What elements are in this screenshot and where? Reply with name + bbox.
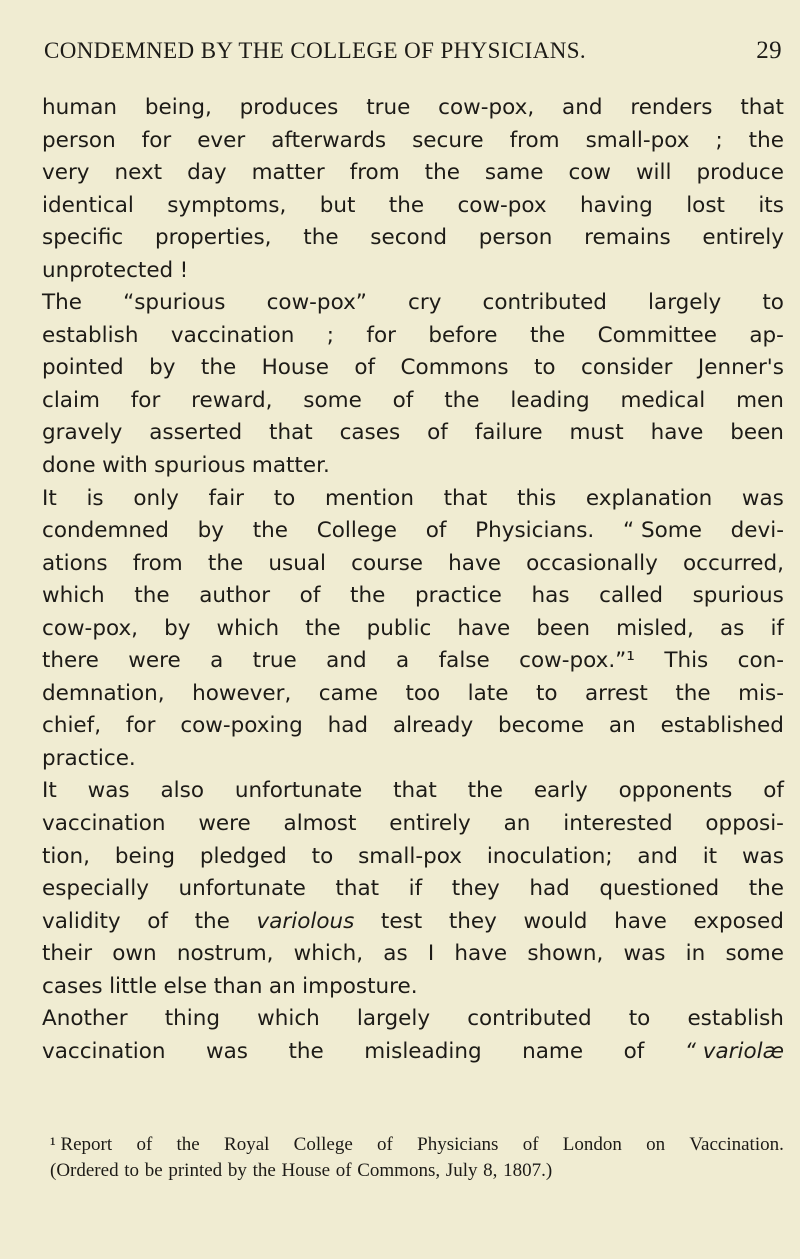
word: Committee bbox=[597, 322, 717, 348]
word: second bbox=[370, 225, 447, 251]
word: would bbox=[523, 908, 588, 934]
word: identical bbox=[42, 192, 134, 218]
word: the bbox=[350, 583, 386, 609]
word: spurious bbox=[692, 583, 784, 609]
word: ations bbox=[42, 550, 108, 576]
word: largely bbox=[356, 1006, 431, 1032]
word: to bbox=[311, 843, 334, 869]
text-line bbox=[42, 287, 784, 320]
word: by bbox=[164, 615, 191, 641]
word: (Ordered bbox=[50, 1160, 119, 1181]
word: ¹ Report bbox=[50, 1134, 113, 1155]
word: had bbox=[327, 713, 369, 739]
word: before bbox=[428, 322, 498, 348]
word: spurious bbox=[154, 453, 246, 479]
word: false bbox=[438, 648, 490, 674]
word: misled, bbox=[616, 615, 694, 641]
word: had bbox=[529, 876, 570, 902]
word: Vaccination. bbox=[689, 1134, 784, 1155]
word: College bbox=[316, 518, 397, 544]
word: was bbox=[205, 1038, 248, 1064]
text-line bbox=[42, 222, 784, 255]
word: by bbox=[197, 518, 225, 544]
word: become bbox=[498, 713, 585, 739]
word: some bbox=[303, 387, 362, 413]
text-line bbox=[42, 808, 784, 841]
word: to bbox=[273, 485, 296, 511]
word: 8, bbox=[483, 1160, 498, 1181]
word: and bbox=[326, 648, 367, 674]
word: interested bbox=[563, 811, 673, 837]
word: author bbox=[199, 583, 271, 609]
word: contributed bbox=[482, 290, 607, 316]
word: have bbox=[454, 941, 508, 967]
word: small-pox bbox=[585, 127, 690, 153]
word: a bbox=[396, 648, 410, 674]
word: been bbox=[536, 615, 590, 641]
text-line bbox=[42, 613, 784, 646]
word: opponents bbox=[618, 778, 733, 804]
word: establish bbox=[42, 322, 139, 348]
word: was bbox=[623, 941, 666, 967]
word: consider bbox=[581, 355, 673, 381]
word: reward, bbox=[191, 387, 273, 413]
word: printed bbox=[168, 1160, 223, 1181]
word: of bbox=[335, 1160, 352, 1181]
text-line bbox=[42, 938, 784, 971]
word: produce bbox=[696, 160, 784, 186]
word: public bbox=[366, 615, 432, 641]
word: the bbox=[303, 225, 339, 251]
word: It bbox=[42, 778, 57, 804]
word: ; bbox=[326, 322, 334, 348]
word: entirely bbox=[389, 811, 471, 837]
word: pledged bbox=[199, 843, 287, 869]
word: person bbox=[478, 225, 553, 251]
word: small-pox bbox=[358, 843, 462, 869]
text-line bbox=[42, 255, 784, 288]
word: cow-poxing bbox=[180, 713, 303, 739]
word: that bbox=[393, 778, 437, 804]
word: ! bbox=[179, 257, 189, 283]
word: be bbox=[144, 1160, 163, 1181]
word: ever bbox=[197, 127, 246, 153]
footnote-line bbox=[50, 1132, 784, 1158]
word: an bbox=[608, 713, 636, 739]
word: have bbox=[448, 550, 501, 576]
running-head-title: CONDEMNED BY THE COLLEGE OF PHYSICIANS. bbox=[44, 38, 587, 63]
word: gravely bbox=[42, 420, 123, 446]
word: fair bbox=[208, 485, 245, 511]
word: of bbox=[136, 1134, 153, 1155]
word: the bbox=[748, 127, 784, 153]
word: explanation bbox=[585, 485, 713, 511]
word: this bbox=[516, 485, 557, 511]
word: the bbox=[467, 778, 503, 804]
text-line bbox=[42, 548, 784, 581]
word: ; bbox=[715, 127, 723, 153]
page-number: 29 bbox=[756, 37, 782, 64]
word: inoculation; bbox=[486, 843, 613, 869]
word: validity bbox=[42, 908, 121, 934]
word: of bbox=[623, 1038, 645, 1064]
word: demnation, bbox=[42, 680, 165, 706]
word: renders bbox=[630, 95, 713, 120]
word: to bbox=[762, 290, 784, 316]
word: lost bbox=[686, 192, 725, 218]
word: “ Some bbox=[622, 518, 702, 544]
word: else bbox=[163, 973, 208, 999]
word: the bbox=[424, 160, 460, 186]
word: the bbox=[252, 518, 289, 544]
word: the bbox=[388, 192, 425, 218]
word: practice bbox=[414, 583, 502, 609]
word: that bbox=[335, 876, 380, 902]
word: “ variolæ bbox=[684, 1038, 784, 1064]
text-line bbox=[42, 678, 784, 711]
word: person bbox=[42, 127, 116, 153]
word: mis- bbox=[738, 680, 784, 706]
word: called bbox=[599, 583, 663, 609]
word: if bbox=[408, 876, 423, 902]
word: also bbox=[160, 778, 205, 804]
word: however, bbox=[192, 680, 292, 706]
word: of bbox=[427, 420, 448, 446]
word: have bbox=[457, 615, 511, 641]
word: for bbox=[130, 387, 161, 413]
word: which bbox=[257, 1006, 320, 1032]
word: College bbox=[293, 1134, 353, 1155]
word: its bbox=[758, 192, 784, 218]
word: remains bbox=[584, 225, 671, 251]
word: July bbox=[445, 1160, 478, 1181]
word: House bbox=[261, 355, 329, 381]
footnote-line bbox=[50, 1158, 784, 1184]
word: to bbox=[535, 680, 558, 706]
word: failure bbox=[474, 420, 543, 446]
word: little bbox=[109, 973, 158, 999]
word: the bbox=[288, 1038, 324, 1064]
word: pointed bbox=[42, 355, 124, 381]
word: of bbox=[392, 387, 414, 413]
word: occasionally bbox=[526, 550, 658, 576]
word: on bbox=[646, 1134, 666, 1155]
word: they bbox=[448, 908, 497, 934]
word: been bbox=[730, 420, 784, 446]
word: devi- bbox=[730, 518, 784, 544]
word: produces bbox=[239, 95, 339, 120]
word: and bbox=[562, 95, 603, 120]
word: the bbox=[748, 876, 784, 902]
word: came bbox=[318, 680, 378, 706]
word: next bbox=[114, 160, 163, 186]
word: being, bbox=[144, 95, 212, 120]
word: an bbox=[268, 973, 296, 999]
word: than bbox=[213, 973, 263, 999]
word: specific bbox=[42, 225, 124, 251]
word: condemned bbox=[42, 518, 169, 544]
text-line bbox=[42, 385, 784, 418]
text-line bbox=[42, 417, 784, 450]
word: in bbox=[685, 941, 706, 967]
text-line bbox=[42, 710, 784, 743]
word: claim bbox=[42, 387, 100, 413]
word: a bbox=[210, 648, 224, 674]
word: as bbox=[383, 941, 408, 967]
word: were bbox=[198, 811, 251, 837]
word: Royal bbox=[224, 1134, 270, 1155]
word: the bbox=[529, 322, 566, 348]
word: exposed bbox=[693, 908, 784, 934]
word: it bbox=[702, 843, 718, 869]
word: the bbox=[200, 355, 237, 381]
word: being bbox=[114, 843, 175, 869]
word: vaccination bbox=[42, 811, 166, 837]
word: symptoms, bbox=[167, 192, 287, 218]
word: cases bbox=[339, 420, 401, 446]
word: they bbox=[451, 876, 500, 902]
word: for bbox=[125, 713, 156, 739]
text-line bbox=[42, 320, 784, 353]
word: very bbox=[42, 160, 90, 186]
word: already bbox=[392, 713, 474, 739]
word: ap- bbox=[749, 322, 784, 348]
word: afterwards bbox=[271, 127, 387, 153]
word: the bbox=[444, 387, 480, 413]
word: that bbox=[269, 420, 313, 446]
word: was bbox=[87, 778, 130, 804]
word: secure bbox=[412, 127, 484, 153]
word: own bbox=[112, 941, 157, 967]
word: of bbox=[299, 583, 321, 609]
word: cases bbox=[42, 973, 103, 999]
text-line bbox=[42, 125, 784, 158]
word: to bbox=[534, 355, 556, 381]
word: cow-pox.”¹ bbox=[519, 648, 635, 674]
word: cow-pox, bbox=[438, 95, 535, 120]
word: misleading bbox=[364, 1038, 482, 1064]
word: Commons bbox=[400, 355, 509, 381]
word: the bbox=[134, 583, 170, 609]
word: having bbox=[580, 192, 653, 218]
word: is bbox=[86, 485, 104, 511]
text-line bbox=[42, 157, 784, 190]
word: arrest bbox=[585, 680, 648, 706]
text-line bbox=[42, 1036, 784, 1069]
word: the bbox=[675, 680, 711, 706]
word: cow-pox, bbox=[42, 615, 139, 641]
word: leading bbox=[510, 387, 590, 413]
word: were bbox=[128, 648, 181, 674]
word: test bbox=[380, 908, 423, 934]
word: nostrum, bbox=[176, 941, 274, 967]
word: with bbox=[102, 453, 148, 479]
word: shown, bbox=[527, 941, 604, 967]
word: unprotected bbox=[42, 257, 174, 283]
word: This bbox=[664, 648, 709, 674]
word: Physicians bbox=[417, 1134, 499, 1155]
word: established bbox=[660, 713, 784, 739]
word: Another bbox=[42, 1006, 128, 1032]
text-line bbox=[42, 645, 784, 678]
word: late bbox=[467, 680, 509, 706]
word: was bbox=[741, 485, 784, 511]
word: entirely bbox=[702, 225, 784, 251]
word: imposture. bbox=[302, 973, 418, 999]
word: con- bbox=[737, 648, 784, 674]
word: true bbox=[366, 95, 411, 120]
word: vaccination bbox=[170, 322, 295, 348]
word: will bbox=[635, 160, 672, 186]
word: course bbox=[351, 550, 424, 576]
word: true bbox=[252, 648, 297, 674]
text-line bbox=[42, 483, 784, 516]
word: which bbox=[216, 615, 280, 641]
word: by bbox=[227, 1160, 247, 1181]
word: the bbox=[194, 908, 230, 934]
word: was bbox=[741, 843, 784, 869]
word: 1807.) bbox=[503, 1160, 553, 1181]
word: cow-pox bbox=[457, 192, 547, 218]
word: usual bbox=[268, 550, 326, 576]
word: thing bbox=[164, 1006, 221, 1032]
word: occurred, bbox=[683, 550, 784, 576]
word: I bbox=[427, 941, 435, 967]
word: their bbox=[42, 941, 93, 967]
word: chief, bbox=[42, 713, 102, 739]
word: but bbox=[319, 192, 356, 218]
text-line bbox=[42, 775, 784, 808]
word: from bbox=[509, 127, 560, 153]
word: largely bbox=[648, 290, 722, 316]
word: some bbox=[725, 941, 784, 967]
word: have bbox=[650, 420, 704, 446]
word: cow bbox=[568, 160, 611, 186]
text-line bbox=[42, 743, 784, 776]
word: especially bbox=[42, 876, 149, 902]
word: from bbox=[349, 160, 400, 186]
word: of bbox=[354, 355, 376, 381]
word: of bbox=[377, 1134, 393, 1155]
word: men bbox=[736, 387, 784, 413]
word: name bbox=[522, 1038, 584, 1064]
word: that bbox=[740, 95, 784, 120]
word: “spurious bbox=[123, 290, 226, 316]
word: that bbox=[443, 485, 488, 511]
word: unfortunate bbox=[178, 876, 306, 902]
text-line bbox=[42, 873, 784, 906]
word: and bbox=[637, 843, 678, 869]
word: the bbox=[176, 1134, 200, 1155]
word: questioned bbox=[599, 876, 720, 902]
word: for bbox=[141, 127, 172, 153]
word: early bbox=[533, 778, 588, 804]
word: as bbox=[719, 615, 745, 641]
word: cry bbox=[408, 290, 442, 316]
word: which, bbox=[293, 941, 364, 967]
word: done bbox=[42, 453, 96, 479]
word: Commons, bbox=[357, 1160, 441, 1181]
word: the bbox=[305, 615, 341, 641]
text-line bbox=[42, 352, 784, 385]
word: by bbox=[149, 355, 176, 381]
word: vaccination bbox=[42, 1038, 166, 1064]
word: of bbox=[522, 1134, 539, 1155]
word: the bbox=[252, 1160, 276, 1181]
word: variolous bbox=[256, 908, 355, 934]
text-line bbox=[42, 1003, 784, 1036]
word: must bbox=[569, 420, 624, 446]
word: asserted bbox=[149, 420, 243, 446]
word: for bbox=[366, 322, 396, 348]
word: of bbox=[763, 778, 784, 804]
text-line bbox=[42, 841, 784, 874]
text-line bbox=[42, 450, 784, 483]
word: of bbox=[425, 518, 447, 544]
word: House bbox=[281, 1160, 331, 1181]
word: day bbox=[187, 160, 227, 186]
word: only bbox=[133, 485, 179, 511]
footnote-area bbox=[50, 1132, 784, 1184]
word: matter bbox=[251, 160, 325, 186]
word: to bbox=[628, 1006, 651, 1032]
word: London bbox=[562, 1134, 622, 1155]
body-text bbox=[42, 92, 784, 1068]
word: contributed bbox=[467, 1006, 592, 1032]
running-head bbox=[44, 36, 782, 66]
word: matter. bbox=[251, 453, 330, 479]
word: medical bbox=[620, 387, 706, 413]
word: the bbox=[207, 550, 244, 576]
word: an bbox=[503, 811, 531, 837]
word: human bbox=[42, 95, 117, 120]
text-line bbox=[42, 190, 784, 223]
word: Jenner's bbox=[697, 355, 784, 381]
word: mention bbox=[324, 485, 414, 511]
word: It bbox=[42, 485, 57, 511]
word: there bbox=[42, 648, 99, 674]
text-line bbox=[42, 92, 784, 125]
text-line bbox=[42, 906, 784, 939]
word: establish bbox=[687, 1006, 784, 1032]
word: cow-pox” bbox=[266, 290, 367, 316]
word: too bbox=[405, 680, 441, 706]
text-line bbox=[42, 580, 784, 613]
word: practice. bbox=[42, 745, 136, 771]
word: have bbox=[614, 908, 667, 934]
word: The bbox=[42, 290, 82, 316]
word: if bbox=[770, 615, 784, 641]
word: almost bbox=[283, 811, 357, 837]
word: which bbox=[42, 583, 105, 609]
word: opposi- bbox=[705, 811, 784, 837]
word: has bbox=[531, 583, 570, 609]
word: tion, bbox=[42, 843, 91, 869]
word: Physicians. bbox=[475, 518, 595, 544]
word: from bbox=[132, 550, 183, 576]
text-line bbox=[42, 971, 784, 1004]
word: properties, bbox=[154, 225, 272, 251]
word: of bbox=[147, 908, 168, 934]
word: to bbox=[124, 1160, 140, 1181]
word: unfortunate bbox=[234, 778, 363, 804]
text-line bbox=[42, 515, 784, 548]
word: same bbox=[484, 160, 544, 186]
